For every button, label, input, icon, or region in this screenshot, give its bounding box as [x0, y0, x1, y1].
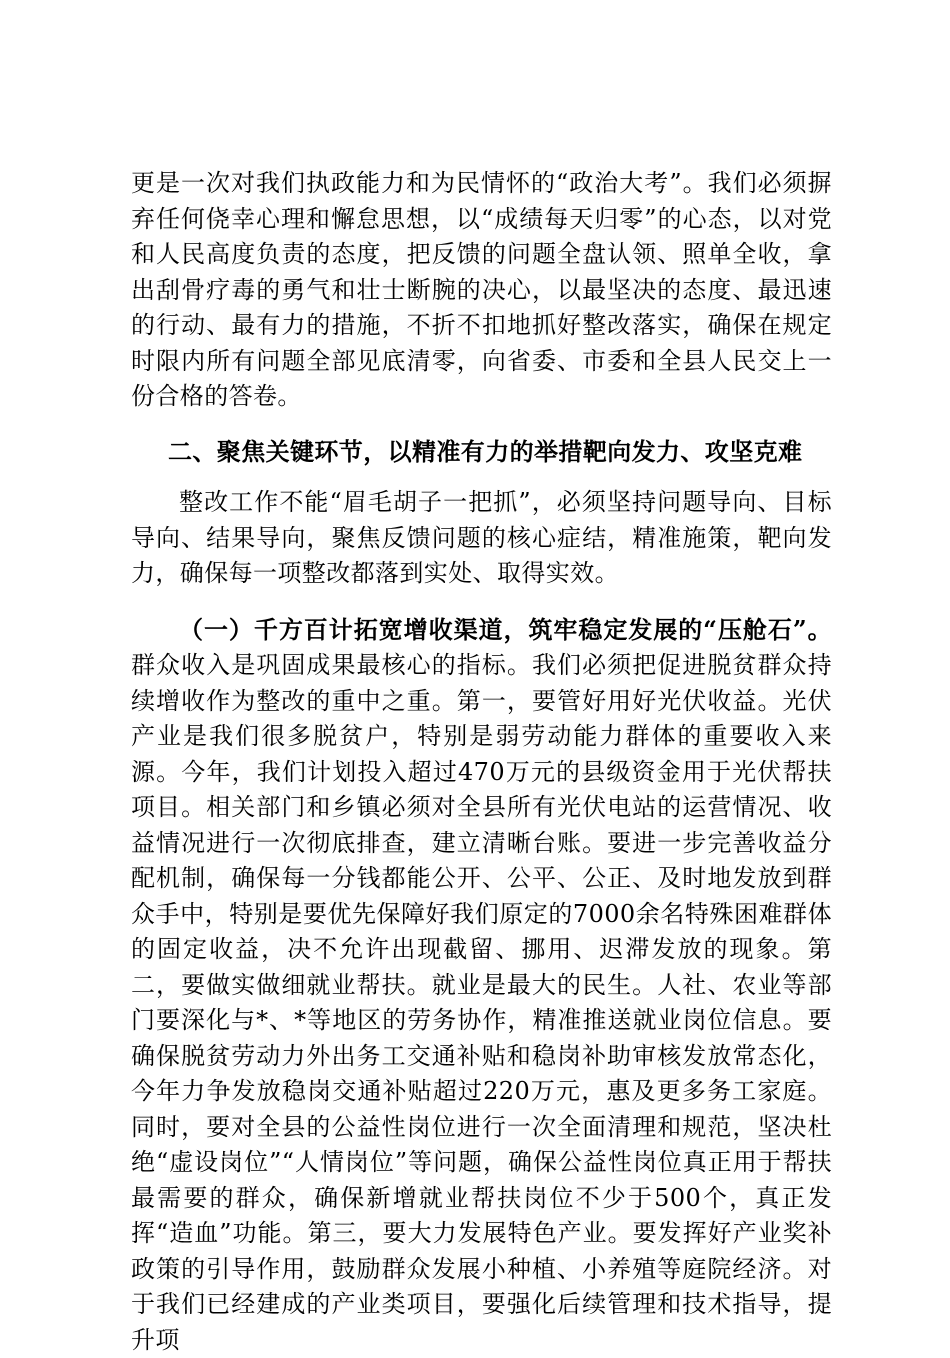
document-page [131, 166, 832, 1358]
subsection-title: （一）千方百计拓宽增收渠道，筑牢稳定发展的“压舱石”。 [179, 615, 832, 644]
section-heading-2: 二、聚焦关键环节，以精准有力的举措靶向发力、攻坚克难 [131, 434, 832, 470]
paragraph-intro: 整改工作不能“眉毛胡子一把抓”，必须坚持问题导向、目标导向、结果导向，聚焦反馈问题的核心症结，精准施策，靶向发力，确保每一项整改都落到实处、取得实效。 [131, 485, 832, 592]
paragraph-conclusion: 更是一次对我们执政能力和为民情怀的“政治大考”。我们必须摒弃任何侥幸心理和懈怠思想，以“成绩每天归零”的心态，以对党和人民高度负责的态度，把反馈的问题全盘认领、照单全收，拿出刮骨疗毒的勇气和壮士断腕的决心，以最坚决的态度、最迅速的行动、最有力的措施，不折不扣地抓好整改落实，确保在规定时限内所有问题全部见底清零，向省委、市委和全县人民交上一份合格的答卷。 [131, 166, 832, 415]
paragraph-subsection-1 [131, 612, 832, 1358]
subsection-body: 群众收入是巩固成果最核心的指标。我们必须把促进脱贫群众持续增收作为整改的重中之重。第一，要管好用好光伏收益。光伏产业是我们很多脱贫户，特别是弱劳动能力群体的重要收入来源。今年，我们计划投入超过470万元的县级资金用于光伏帮扶项目。相关部门和乡镇必须对全县所有光伏电站的运营情况、收益情况进行一次彻底排查，建立清晰台账。要进一步完善收益分配机制，确保每一分钱都能公开、公平、公正、及时地发放到群众手中，特别是要优先保障好我们原定的7000余名特殊困难群体的固定收益，决不允许出现截留、挪用、迟滞发放的现象。第二，要做实做细就业帮扶。就业是最大的民生。人社、农业等部门要深化与*、*等地区的劳务协作，精准推送就业岗位信息。要确保脱贫劳动力外出务工交通补贴和稳岗补助审核发放常态化，今年力争发放稳岗交通补贴超过220万元，惠及更多务工家庭。同时，要对全县的公益性岗位进行一次全面清理和规范，坚决杜绝“虚设岗位”“人情岗位”等问题，确保公益性岗位真正用于帮扶最需要的群众，确保新增就业帮扶岗位不少于500个，真正发挥“造血”功能。第三，要大力发展特色产业。要发挥好产业奖补政策的引导作用，鼓励群众发展小种植、小养殖等庭院经济。对于我们已经建成的产业类项目，要强化后续管理和技术指导，提升项 [131, 651, 832, 1354]
